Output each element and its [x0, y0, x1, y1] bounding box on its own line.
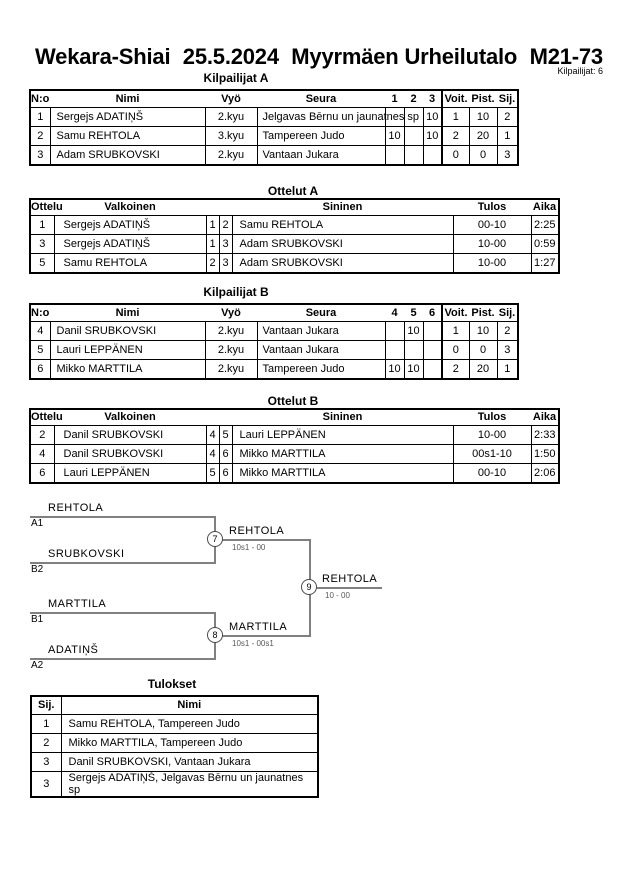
competitor-row: [30, 145, 518, 165]
cell-name: Sergejs ADATIŅŠ: [50, 107, 205, 126]
cell-m3: [423, 340, 442, 359]
section-title-matches-a: Ottelut A: [267, 184, 319, 198]
cell-blue-no: 5: [219, 425, 232, 444]
bracket-winner-name: REHTOLA: [229, 525, 285, 537]
cell-time: 2:25: [531, 215, 559, 234]
cell-time: 1:27: [531, 253, 559, 273]
table-header-row: [30, 90, 518, 107]
cell-points: 0: [469, 340, 497, 359]
competitors-a-table: [29, 89, 519, 166]
cell-m2: 10: [404, 359, 423, 379]
match-row: [30, 425, 559, 444]
cell-points: 0: [469, 145, 497, 165]
cell-points: 10: [469, 321, 497, 340]
section-title-matches-b: Ottelut B: [267, 394, 319, 408]
club-text: Vantaan Jukara: [262, 148, 339, 161]
cell-m1: [385, 145, 404, 165]
col-header-white: Valkoinen: [54, 409, 206, 425]
cell-white-no: 2: [206, 253, 219, 273]
bracket-entry-name: SRUBKOVSKI: [48, 548, 125, 560]
cell-place: 1: [497, 359, 518, 379]
col-header-match: Ottelu: [30, 199, 54, 215]
match-row: [30, 444, 559, 463]
club-text: Vantaan Jukara: [262, 343, 339, 356]
cell-belt: 2.kyu: [205, 107, 257, 126]
club-text: Tampereen Judo: [262, 362, 345, 375]
title-venue: Myyrmäen Urheilutalo: [291, 44, 518, 69]
cell-white-no: 4: [206, 425, 219, 444]
participants-count: Kilpailijat: 6: [557, 66, 603, 76]
bracket-entry-seed: B2: [31, 564, 44, 575]
cell-place: 3: [31, 752, 61, 771]
result-row: [31, 733, 318, 752]
section-title-results: Tulokset: [147, 677, 197, 691]
bracket-winner-line: [222, 635, 311, 637]
bracket-winner-line: [317, 587, 382, 589]
col-header-m3: 6: [423, 304, 442, 321]
bracket-match-circle: 8: [207, 627, 223, 643]
col-header-match: Ottelu: [30, 409, 54, 425]
cell-m1: [385, 321, 404, 340]
cell-result: 10-00: [453, 425, 531, 444]
cell-result: 00-10: [453, 463, 531, 483]
col-header-m3: 3: [423, 90, 442, 107]
cell-belt: 2.kyu: [205, 321, 257, 340]
cell-name: Mikko MARTTILA, Tampereen Judo: [61, 733, 318, 752]
match-row: [30, 463, 559, 483]
cell-name: Samu REHTOLA, Tampereen Judo: [61, 714, 318, 733]
cell-result: 10-00: [453, 234, 531, 253]
col-header-club: Seura: [257, 90, 385, 107]
cell-blue: Adam SRUBKOVSKI: [232, 234, 453, 253]
matches-b-table: [29, 408, 560, 484]
competitors-b-table: [29, 303, 519, 380]
club-text: Tampereen Judo: [262, 129, 345, 142]
col-header-m1: 4: [385, 304, 404, 321]
table-header-row: [30, 199, 559, 215]
cell-blue-no: 3: [219, 253, 232, 273]
club-text: Jelgavas Bērnu un jaunatnes sp: [262, 110, 420, 123]
cell-place: 1: [497, 126, 518, 145]
cell-m1: 10: [385, 359, 404, 379]
results-table: [30, 695, 319, 798]
cell-white: Sergejs ADATIŅŠ: [54, 234, 206, 253]
cell-m1: [385, 340, 404, 359]
cell-time: 1:50: [531, 444, 559, 463]
col-header-wn: [206, 199, 219, 215]
col-header-wins: Voit.: [442, 90, 469, 107]
cell-points: 20: [469, 126, 497, 145]
cell-match-no: 3: [30, 234, 54, 253]
bracket-entry-line: [30, 612, 216, 614]
cell-blue-no: 3: [219, 234, 232, 253]
col-header-name: Nimi: [50, 304, 205, 321]
cell-white-no: 4: [206, 444, 219, 463]
col-header-m2: 5: [404, 304, 423, 321]
bracket-entry-name: ADATIŅŠ: [48, 644, 99, 656]
col-header-points: Pist.: [469, 90, 497, 107]
cell-blue-no: 6: [219, 463, 232, 483]
bracket-entry-seed: B1: [31, 614, 44, 625]
cell-white-no: 1: [206, 234, 219, 253]
cell-match-no: 1: [30, 215, 54, 234]
match-row: [30, 234, 559, 253]
section-title-competitors-b: Kilpailijat B: [203, 285, 269, 299]
col-header-place: Sij.: [497, 90, 518, 107]
cell-m3: 10: [423, 107, 442, 126]
cell-no: 6: [30, 359, 50, 379]
cell-blue: Mikko MARTTILA: [232, 444, 453, 463]
cell-name: Adam SRUBKOVSKI: [50, 145, 205, 165]
cell-time: 2:33: [531, 425, 559, 444]
title-category: M21-73: [529, 44, 603, 69]
bracket-entry-seed: A2: [31, 660, 44, 671]
col-header-wn: [206, 409, 219, 425]
competitor-row: [30, 340, 518, 359]
cell-club: [257, 107, 420, 126]
cell-match-no: 6: [30, 463, 54, 483]
cell-name: Danil SRUBKOVSKI, Vantaan Jukara: [61, 752, 318, 771]
cell-wins: 0: [442, 340, 469, 359]
bracket-entry-line: [30, 516, 216, 518]
col-header-result: Tulos: [453, 199, 531, 215]
cell-white: Samu REHTOLA: [54, 253, 206, 273]
cell-belt: 3.kyu: [205, 126, 257, 145]
cell-wins: 2: [442, 126, 469, 145]
col-header-result: Tulos: [453, 409, 531, 425]
cell-m3: 10: [423, 126, 442, 145]
cell-white: Lauri LEPPÄNEN: [54, 463, 206, 483]
bracket-entry-line: [30, 658, 216, 660]
competitor-row: [30, 359, 518, 379]
match-row: [30, 215, 559, 234]
col-header-place: Sij.: [497, 304, 518, 321]
col-header-white: Valkoinen: [54, 199, 206, 215]
cell-belt: 2.kyu: [205, 359, 257, 379]
cell-no: 1: [30, 107, 50, 126]
cell-m2: 10: [404, 321, 423, 340]
table-header-row: [30, 409, 559, 425]
bracket-entry-name: REHTOLA: [48, 502, 104, 514]
bracket-winner-name: MARTTILA: [229, 621, 288, 633]
cell-name: Sergejs ADATIŅŠ, Jelgavas Bērnu un jaunatnes sp: [61, 771, 318, 797]
bracket-match-circle: 9: [301, 579, 317, 595]
cell-m3: [423, 145, 442, 165]
bracket-winner-line: [222, 539, 311, 541]
col-header-wins: Voit.: [442, 304, 469, 321]
bracket-match-score: 10s1 - 00s1: [232, 639, 274, 648]
bracket-entry-line: [30, 562, 216, 564]
col-header-club: Seura: [257, 304, 385, 321]
col-header-no: N:o: [30, 304, 50, 321]
col-header-bn: [219, 409, 232, 425]
cell-white-no: 1: [206, 215, 219, 234]
title-date: 25.5.2024: [182, 44, 279, 69]
cell-white: Sergejs ADATIŅŠ: [54, 215, 206, 234]
matches-a-table: [29, 198, 560, 274]
col-header-m2: 2: [404, 90, 423, 107]
cell-no: 4: [30, 321, 50, 340]
col-header-belt: Vyö: [205, 90, 257, 107]
cell-place: 3: [497, 340, 518, 359]
cell-points: 20: [469, 359, 497, 379]
cell-time: 0:59: [531, 234, 559, 253]
cell-name: Samu REHTOLA: [50, 126, 205, 145]
cell-blue-no: 2: [219, 215, 232, 234]
col-header-blue: Sininen: [232, 409, 453, 425]
match-row: [30, 253, 559, 273]
col-header-m1: 1: [385, 90, 404, 107]
cell-no: 3: [30, 145, 50, 165]
cell-match-no: 4: [30, 444, 54, 463]
cell-place: 3: [497, 145, 518, 165]
bracket-entry-seed: A1: [31, 518, 44, 529]
bracket-match-circle: 7: [207, 531, 223, 547]
competitor-row: [30, 126, 518, 145]
cell-belt: 2.kyu: [205, 145, 257, 165]
cell-wins: 1: [442, 321, 469, 340]
result-row: [31, 752, 318, 771]
cell-m3: [423, 359, 442, 379]
cell-place: 2: [497, 321, 518, 340]
bracket-match-score: 10 - 00: [325, 591, 350, 600]
cell-blue-no: 6: [219, 444, 232, 463]
col-header-bn: [219, 199, 232, 215]
cell-wins: 1: [442, 107, 469, 126]
cell-club: [257, 145, 385, 165]
col-header-belt: Vyö: [205, 304, 257, 321]
cell-place: 2: [31, 733, 61, 752]
cell-white: Danil SRUBKOVSKI: [54, 425, 206, 444]
col-header-place: Sij.: [31, 696, 61, 714]
result-row: [31, 714, 318, 733]
section-title-competitors-a: Kilpailijat A: [203, 71, 269, 85]
result-row: [31, 771, 318, 797]
club-text: Vantaan Jukara: [262, 324, 339, 337]
cell-club: [257, 321, 385, 340]
col-header-name: Nimi: [61, 696, 318, 714]
cell-no: 2: [30, 126, 50, 145]
col-header-name: Nimi: [50, 90, 205, 107]
cell-points: 10: [469, 107, 497, 126]
col-header-blue: Sininen: [232, 199, 453, 215]
cell-result: 10-00: [453, 253, 531, 273]
bracket-winner-name: REHTOLA: [322, 573, 378, 585]
cell-blue: Samu REHTOLA: [232, 215, 453, 234]
table-header-row: [30, 304, 518, 321]
cell-match-no: 5: [30, 253, 54, 273]
cell-name: Mikko MARTTILA: [50, 359, 205, 379]
cell-no: 5: [30, 340, 50, 359]
cell-belt: 2.kyu: [205, 340, 257, 359]
col-header-time: Aika: [531, 199, 559, 215]
cell-name: Danil SRUBKOVSKI: [50, 321, 205, 340]
cell-result: 00-10: [453, 215, 531, 234]
cell-m2: [404, 145, 423, 165]
cell-time: 2:06: [531, 463, 559, 483]
title-event: Wekara-Shiai: [35, 44, 171, 69]
cell-place: 3: [31, 771, 61, 797]
cell-name: Lauri LEPPÄNEN: [50, 340, 205, 359]
cell-club: [257, 340, 385, 359]
cell-white-no: 5: [206, 463, 219, 483]
cell-m1: 10: [385, 126, 404, 145]
cell-club: [257, 359, 385, 379]
cell-m3: [423, 321, 442, 340]
col-header-no: N:o: [30, 90, 50, 107]
cell-white: Danil SRUBKOVSKI: [54, 444, 206, 463]
competitor-row: [30, 107, 518, 126]
bracket-entry-name: MARTTILA: [48, 598, 107, 610]
cell-blue: Mikko MARTTILA: [232, 463, 453, 483]
cell-m2: [404, 126, 423, 145]
cell-m2: [404, 340, 423, 359]
bracket-match-score: 10s1 - 00: [232, 543, 266, 552]
competitor-row: [30, 321, 518, 340]
cell-blue: Adam SRUBKOVSKI: [232, 253, 453, 273]
cell-result: 00s1-10: [453, 444, 531, 463]
cell-blue: Lauri LEPPÄNEN: [232, 425, 453, 444]
cell-wins: 0: [442, 145, 469, 165]
cell-match-no: 2: [30, 425, 54, 444]
cell-club: [257, 126, 385, 145]
cell-wins: 2: [442, 359, 469, 379]
col-header-time: Aika: [531, 409, 559, 425]
col-header-points: Pist.: [469, 304, 497, 321]
cell-place: 1: [31, 714, 61, 733]
table-header-row: [31, 696, 318, 714]
cell-place: 2: [497, 107, 518, 126]
